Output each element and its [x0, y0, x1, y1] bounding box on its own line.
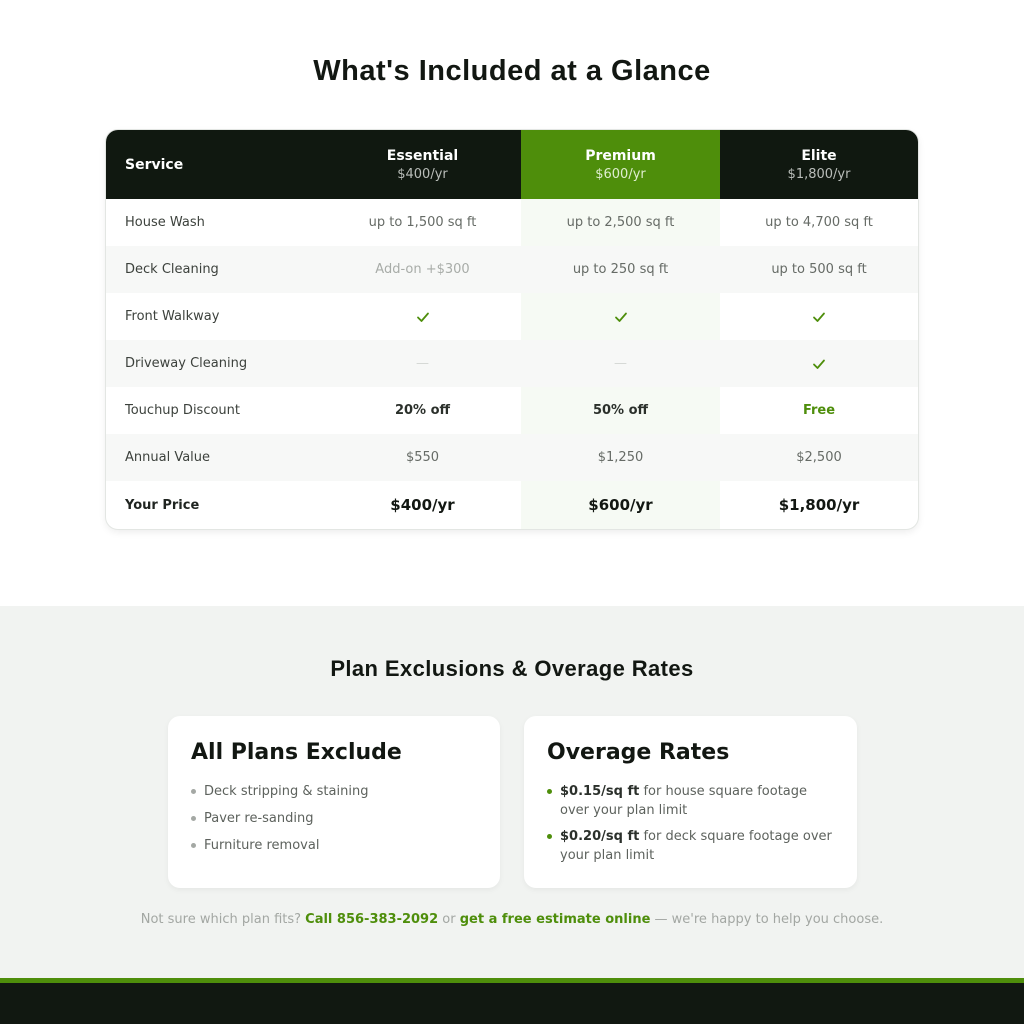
row-label: Front Walkway [125, 309, 220, 324]
cell-elite: up to 500 sq ft [771, 262, 867, 277]
plan-header-essential [324, 130, 521, 199]
help-prefix: Not sure which plan fits? [140, 912, 306, 927]
cell-essential: up to 1,500 sq ft [368, 215, 477, 230]
help-suffix: — we're happy to help you choose. [650, 912, 884, 927]
card-title: All Plans Exclude [191, 740, 402, 765]
cell-elite: up to 4,700 sq ft [765, 215, 873, 230]
plan-header-elite [720, 130, 918, 199]
service-header [106, 130, 324, 199]
card-title: Overage Rates [547, 740, 730, 765]
table-row [106, 387, 918, 434]
cell-essential: — [416, 356, 429, 371]
cell-essential: Add-on +$300 [375, 262, 470, 277]
overage-text: for house square footage over your plan limit [560, 784, 808, 818]
table-row [106, 293, 918, 340]
list-item [547, 827, 837, 865]
row-label: Touchup Discount [125, 403, 241, 418]
list-item [547, 782, 837, 820]
page-title: What's Included at a Glance [313, 55, 711, 87]
overage-rate: $0.20/sq ft [560, 829, 640, 844]
list-item-text: Paver re-sanding [204, 811, 314, 826]
cell-premium: up to 2,500 sq ft [566, 215, 675, 230]
cell-premium: up to 250 sq ft [572, 262, 669, 277]
table-row [106, 481, 918, 529]
cell-essential: 20% off [394, 403, 451, 418]
plan-name: Elite [801, 147, 837, 164]
footer [0, 983, 1024, 1024]
cell-elite: $2,500 [796, 450, 842, 465]
list-item-text: Furniture removal [204, 838, 320, 853]
help-text [0, 912, 1024, 927]
cell-premium: $600/yr [588, 496, 653, 514]
cell-premium: $1,250 [597, 450, 644, 465]
table-row [106, 340, 918, 387]
bullet-icon [191, 789, 196, 794]
exclusions-heading: Plan Exclusions & Overage Rates [330, 656, 694, 681]
overage-rate: $0.15/sq ft [560, 784, 640, 799]
exclusion-list [191, 782, 481, 863]
list-item [191, 836, 481, 855]
table-row [106, 246, 918, 293]
overage-list [547, 782, 837, 872]
service-header-label: Service [125, 156, 184, 173]
plan-price: $1,800/yr [787, 166, 851, 182]
help-middle: or [438, 912, 460, 927]
free-estimate-link[interactable]: get a free estimate online [459, 912, 651, 927]
bullet-icon [191, 816, 196, 821]
table-row [106, 199, 918, 246]
overage-rates-card [524, 716, 857, 888]
row-label: Annual Value [125, 450, 211, 465]
cell-elite: Free [802, 403, 836, 418]
table-header [106, 130, 918, 199]
bullet-icon [547, 834, 552, 839]
cell-elite: $1,800/yr [778, 496, 860, 514]
cell-elite [720, 340, 918, 387]
row-label: Driveway Cleaning [125, 356, 248, 371]
list-item-text: Deck stripping & staining [204, 784, 369, 799]
cell-elite [720, 293, 918, 340]
plan-header-premium [521, 130, 720, 199]
cell-essential: $550 [405, 450, 440, 465]
plan-name: Premium [585, 147, 656, 164]
list-item [191, 809, 481, 828]
plan-price: $400/yr [397, 166, 448, 182]
bullet-icon [547, 789, 552, 794]
cell-essential [324, 293, 521, 340]
cell-premium [521, 293, 720, 340]
overage-text: for deck square footage over your plan limit [560, 829, 832, 863]
list-item [191, 782, 481, 801]
check-icon [613, 309, 629, 325]
check-icon [415, 309, 431, 325]
cell-essential: $400/yr [390, 496, 455, 514]
row-label: House Wash [125, 215, 205, 230]
check-icon [811, 309, 827, 325]
plan-name: Essential [386, 147, 459, 164]
row-label: Deck Cleaning [125, 262, 219, 277]
cell-premium: 50% off [592, 403, 649, 418]
cell-premium: — [614, 356, 627, 371]
call-link[interactable]: Call 856-383-2092 [305, 912, 439, 927]
row-label: Your Price [125, 497, 200, 513]
plan-price: $600/yr [595, 166, 646, 182]
comparison-table [106, 130, 918, 529]
bullet-icon [191, 843, 196, 848]
table-row [106, 434, 918, 481]
all-plans-exclude-card [168, 716, 500, 888]
check-icon [811, 356, 827, 372]
